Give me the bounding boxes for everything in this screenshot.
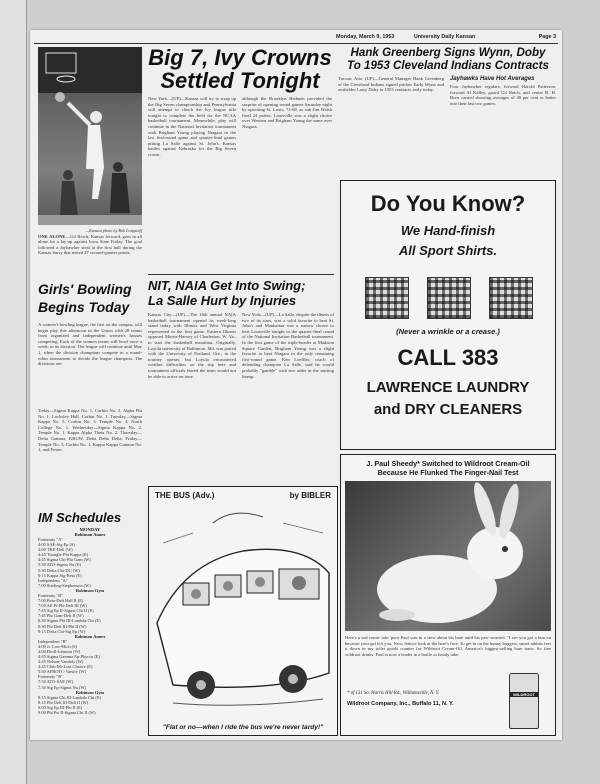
plaid-shirt-icon: [427, 277, 471, 319]
nit-col-1: Kansas City—(UP)—The 16th annual NAIA basketball tournament opened its week-long stand today with Illinois and West Virginia represented in the first game. Eastern Illinois opposed Morris-Harvey of Charleston, W. Va., to start the basketball marathon. Originally, Loyola university of Baltimore, Md. was paired with the University of Portland, Ore., in the tourney opener, but Loyola encountered weather difficulties on the trip here and tournament officials feared the team would not be able to arrive on time.: [148, 312, 236, 379]
bus-cartoon: [148, 486, 338, 736]
im-schedule-line: 7:30 ATO-SAE (W): [38, 679, 74, 685]
masthead-page: Page 3: [538, 34, 556, 40]
greenberg-body: Tucson, Ariz. (UP)—General Manager Hank Greenberg of the Cleveland Indians signed pitcher Early Wynn and outfielder Larry Doby to 1953 contracts early today.: [338, 76, 444, 93]
im-day: MONDAY: [79, 527, 101, 532]
bowling-headline-line2: Begins Today: [38, 299, 130, 315]
photo-credit: —Kansan photo by Bob Longstaff: [85, 228, 142, 233]
laundry-ad-tagline: (Never a wrinkle or a crease.): [396, 327, 500, 336]
im-schedule-line: 7:45 Phi Gam-Delt II (W): [38, 613, 84, 619]
im-place-2: Robinson Gym: [75, 587, 105, 593]
laundry-ad: [340, 180, 556, 450]
im-schedule-line: 4:00 Jr. Law-Mich (S): [38, 643, 78, 649]
big7-headline: [148, 46, 332, 92]
im-schedule-line: 4:45 Triangle-Phi Kappa (E): [38, 552, 89, 558]
masthead-rule: [34, 43, 558, 44]
im-schedule-line: 7:45 Sig Ep II-Sigma Chi II (E): [38, 608, 94, 614]
im-schedule-line: 8:15 Phi Delt III-Delt II (W): [38, 699, 89, 705]
big7-headline-line2: Settled Tonight: [160, 68, 320, 93]
im-section-2: Fraternity "B": [38, 592, 63, 598]
greenberg-headline: [338, 47, 558, 72]
im-schedule-line: Independent "A": [38, 577, 68, 583]
cartoon-caption: "Flat or no—when I ride the bus we're never tardy!": [162, 724, 324, 731]
big7-body-2: although the Brooklyn Redmen provided the surprise of opening round games Saturday night by upsetting St. Louis, 71-68, as sub Jim Walsh fired 24 points. Louisville was a slight choice over Western and Brigham Young the same over Niagara.: [242, 96, 332, 129]
wildroot-body: Here's a sad comic tale: poor Paul was in a stew about his hare until his paw worried. "I see you got a bun on because your gel left you. Now, lettuce look at the hare's face. To get in on the bunny buggest, smart rabbits feet it down in my toilet goods counter for Wildroot Cream-Oil, America's biggest-selling hare tonic. So fine wildroot drinks, Paul is now a leader in a bottle or handy tube.: [345, 635, 551, 657]
nit-headline-line2: La Salle Hurt by Injuries: [148, 293, 297, 308]
laundry-ad-call: CALL 383: [397, 345, 499, 370]
photo-caption-text: —Gil Reich, Kansas forward, goes in all alone for a lay-up against Iowa State Friday. The goal followed a Jayhawker steal in the first half during the Kansas Surry that netted 27 second-quarter points.: [38, 233, 142, 256]
im-schedule-line: 7:00 AE Pi-Phi Delt III (W): [38, 603, 87, 609]
im-schedule-line: 9:00 Sig Ep III-Phi II (E): [38, 704, 83, 710]
bowling-divisions: Today—Sigma Kappa No. 1, Corbin No. 2, Alpha Phi No. 1, Locksley Hall, Corbin No. 1. Tuesday—Sigma Kappa No. 5, Corbin No. 3, Temple No. 2, North College No. 1. Wednesday—Sigma Kappa No. 2, Temple No. 1, Kappa Alpha Theta No. 2. Thursday—Delta Gamma, KRUW, Delta Delta Delta. Friday—Temple No. 3, Corbin No. 1, Kappa Kappa Gamma No. 1, and Foster.: [38, 408, 142, 453]
im-schedule-line: 7:00 Sterling-Stephenson (W): [38, 582, 91, 588]
wildroot-headline-line1: J. Paul Sheedy* Switched to Wildroot Cream-Oil: [366, 459, 530, 468]
im-schedule-line: 7:00 Beta-Delt Hall II (E): [38, 598, 84, 604]
laundry-ad-headline: Do You Know?: [370, 191, 526, 216]
im-schedule-line: 9:00 Phi Psi II-Sigma Chi II (W): [38, 709, 96, 715]
im-schedule-line: 4:45 Sigma Chi-Phi Gam (W): [38, 557, 91, 563]
nit-headline-line1: NIT, NAIA Get Into Swing;: [148, 278, 306, 293]
wildroot-bottle-icon: [509, 673, 539, 729]
masthead-paper: University Daily Kansan: [413, 34, 476, 40]
nit-headline: [148, 278, 334, 308]
im-schedule-line: 8:30 Phi Delt III-Phi II (W): [38, 623, 87, 629]
laundry-ad-line1: We Hand-finish: [400, 223, 496, 238]
bowling-headline-line1: Girls' Bowling: [38, 281, 132, 297]
masthead-date: Monday, March 9, 1953: [336, 34, 395, 40]
nit-col-2: New York—(UP)—La Salle, despite the illness of two of its stars, was a solid favorite to beat St. John's and Manhattan was a narrow choice to beat Louisville tonight in the quarter-final round of the National Invitation Basketball tournament. In the first game of the triple-header at Madison Square Garden, Brigham Young was a slight favorite to beat Niagara in the only remaining first-round game. Ken Loeffler, coach of defending champion La Salle, said he would probably "gamble" with two aides in the starting lineup.: [242, 312, 334, 379]
adjacent-page-strip: [0, 0, 27, 784]
im-schedule-line: 4:00 SAE-Sig Ep (S): [38, 542, 75, 548]
im-schedule-line: 7:30 Sig Ep-Sigma Nu (W): [38, 684, 87, 690]
laundry-ad-line2: All Sport Shirts.: [398, 243, 498, 258]
im-place-3: Robinson Annex: [74, 633, 106, 639]
wildroot-bottle-label: WILDROOT: [510, 692, 538, 697]
photo-caption-title: ONE ALONE: [38, 233, 66, 239]
im-schedule-line: 5:30 AFROTC-Varsity (W): [38, 669, 87, 675]
im-schedule-line: 4:45 Sigma Gamma Ep-Phycos (E): [38, 653, 100, 659]
laundry-ad-company-2: and DRY CLEANERS: [373, 401, 523, 418]
greenberg-headline-line2: To 1953 Cleveland Indians Contracts: [347, 58, 549, 72]
im-section-3: Independent "B": [38, 638, 68, 644]
photo-caption: [38, 228, 142, 256]
wildroot-headline-line2: Because He Flunked The Finger-Nail Test: [377, 468, 519, 477]
bowling-body: A women's bowling league, the first on the campus, will begin play this afternoon in the Union with 28 teams from organized and independent women's houses competing. Each of the women teams will bowl once a week, in its division. The league will continue until May 1, when the division champions compete in a round-robin tournament to decide the league champion. The divisions are:: [38, 322, 142, 367]
rabbit-photo: [345, 481, 551, 631]
wildroot-ad: [340, 454, 556, 736]
im-section-1: Fraternity "A": [38, 537, 64, 542]
basketball-photo: [38, 47, 142, 225]
jayhawks-subhead: Jayhawks Have Hot Averages: [450, 76, 535, 82]
nit-rule: [148, 274, 334, 275]
cartoon-title: THE BUS (Adv.): [155, 491, 215, 500]
im-schedule-line: 9:15 Delta Chi-Sig Ep (W): [38, 628, 86, 634]
im-schedules-headline: IM Schedules: [38, 510, 122, 525]
wildroot-address: * of 131 So. Harris Hill Rd., Williamsville, N. Y.: [347, 691, 440, 696]
im-schedule-line: Fraternity "B": [38, 674, 63, 680]
im-schedule-line: 8:30 Sigma Phi III-Lambda Chi (E): [38, 618, 101, 624]
im-schedules-list: [38, 527, 142, 715]
laundry-ad-company-1: LAWRENCE LAUNDRY: [366, 379, 530, 396]
im-place-4: Robinson Gym: [75, 689, 105, 695]
cartoon-byline: by BIBLER: [289, 491, 331, 500]
im-place-1: Robinson Annex: [74, 532, 106, 537]
big7-headline-line1: Big 7, Ivy Crowns: [148, 45, 332, 70]
plaid-shirt-icon: [489, 277, 533, 319]
im-schedule-line: 4:45 Club-Mr-Lost Chance (E): [38, 664, 93, 670]
im-schedule-line: 5:30 ATO-Sigma Nu (E): [38, 562, 81, 568]
big7-body: New York—(UP)—Kansas will try to wrap up the Big Seven championship and Pennsylvania will attempt to clinch the Ivy league title tonight to complete the field for the NCAA basketball tournament. Meanwhile, play will continue in the National Invitation tournament with Brigham Young playing Niagara in the last first-round game and quarter-final games pitting La Salle against St. John's. Kansas battles against Nebraska for the Big Seven crown.: [148, 96, 236, 157]
im-schedule-line: 8:15 Sigma Chi III-Lambda Chi (E): [38, 694, 102, 700]
im-schedule-line: 6:15 Kappa Sig-Beta (E): [38, 572, 82, 578]
wildroot-company: Wildroot Company, Inc., Buffalo 11, N. Y.: [347, 701, 454, 707]
im-schedule-line: 4:45 Nelson-Vandaly (W): [38, 659, 84, 665]
jayhawks-body: Four Jayhawker regulars, forward Harold Patterson, forward Al Kelley, guard Gil Reich, and center B. H. Born carried shooting averages of 40 per cent or better into their last two games.: [450, 84, 556, 106]
im-schedule-line: 5:30 Delta Chi-DU (W): [38, 567, 80, 573]
im-schedule-line: 4:00 Droll-Johnson (W): [38, 648, 81, 654]
greenberg-headline-line1: Hank Greenberg Signs Wynn, Doby: [350, 46, 546, 59]
newspaper-page: [30, 30, 562, 740]
plaid-shirt-icon: [365, 277, 409, 319]
bus-illustration: [153, 503, 333, 715]
wildroot-headline: [345, 459, 551, 477]
masthead: [336, 34, 556, 40]
bowling-headline: [38, 280, 142, 316]
im-schedule-line: 4:00 TKE-Delt (W): [38, 547, 73, 553]
